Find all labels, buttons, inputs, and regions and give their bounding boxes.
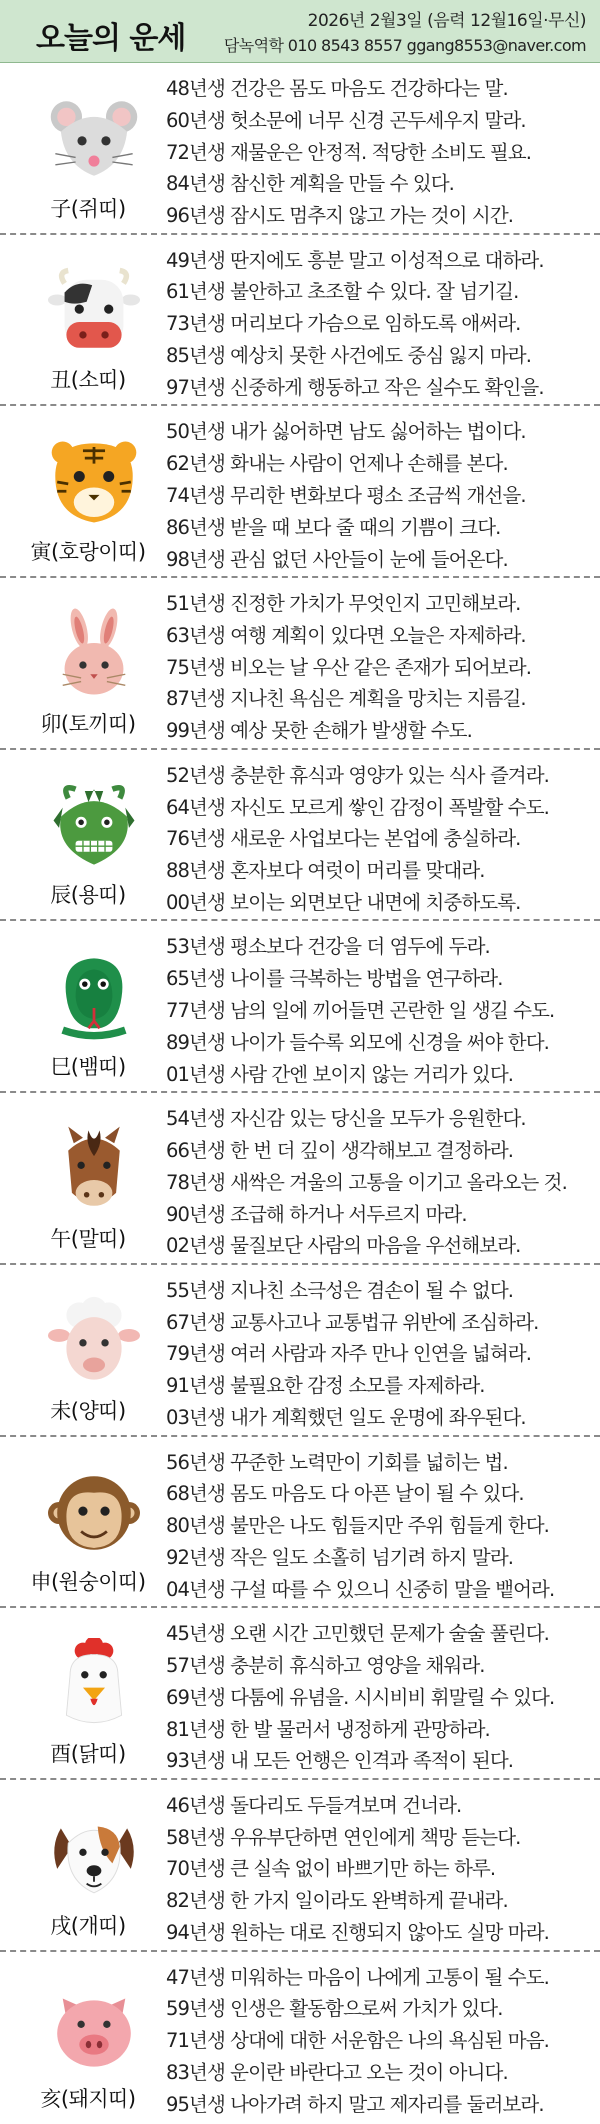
fortune-line: 59년생 인생은 활동함으로써 가치가 있다. bbox=[166, 1997, 503, 2021]
fortune-line: 86년생 받을 때 보다 줄 때의 기쁨이 크다. bbox=[166, 515, 501, 539]
fortune-line: 67년생 교통사고나 교통법규 위반에 조심하라. bbox=[166, 1310, 539, 1334]
fortune-line: 66년생 한 번 더 깊이 생각해보고 결정하라. bbox=[166, 1138, 514, 1162]
fortune-line: 76년생 새로운 사업보다는 본업에 충실하라. bbox=[166, 827, 521, 851]
fortune-line: 82년생 한 가지 일이라도 완벽하게 끝내라. bbox=[166, 1889, 508, 1913]
fortune-lines bbox=[166, 1618, 594, 1777]
fortune-line: 55년생 지나친 소극성은 겸손이 될 수 없다. bbox=[166, 1278, 514, 1302]
fortune-line: 60년생 헛소문에 너무 신경 곤두세우지 말라. bbox=[166, 108, 526, 132]
fortune-line: 65년생 나이를 극복하는 방법을 연구하라. bbox=[166, 967, 503, 991]
fortune-line: 71년생 상대에 대한 서운함은 나의 욕심된 마음. bbox=[166, 2029, 549, 2053]
fortune-line: 02년생 물질보단 사람의 마음을 우선해보라. bbox=[166, 1234, 521, 1258]
date-label: 2026년 2월3일 (음력 12월16일·무신) bbox=[307, 11, 586, 31]
fortune-line: 03년생 내가 계획했던 일도 운명에 좌우된다. bbox=[166, 1406, 526, 1429]
fortune-line: 85년생 예상치 못한 사건에도 중심 잃지 마라. bbox=[166, 344, 532, 368]
fortune-line: 50년생 내가 싫어하면 남도 싫어하는 법이다. bbox=[166, 420, 526, 444]
zodiac-tiger bbox=[0, 406, 600, 578]
fortune-line: 64년생 자신도 모르게 쌓인 감정이 폭발할 수도. bbox=[166, 795, 549, 819]
fortune-line: 78년생 새싹은 겨울의 고통을 이기고 올라오는 것. bbox=[166, 1170, 567, 1194]
zodiac-list bbox=[0, 63, 600, 2123]
zodiac-name: 申(원숭이띠) bbox=[30, 1570, 146, 1595]
fortune-line: 96년생 잠시도 멈추지 않고 가는 것이 시간. bbox=[166, 204, 514, 228]
fortune-line: 74년생 무리한 변화보다 평소 조금씩 개선을. bbox=[166, 483, 526, 507]
zodiac-name: 寅(호랑이띠) bbox=[30, 540, 146, 565]
fortune-line: 57년생 충분히 휴식하고 영양을 채워라. bbox=[166, 1653, 485, 1677]
zodiac-name: 酉(닭띠) bbox=[50, 1741, 126, 1766]
zodiac-name: 子(쥐띠) bbox=[50, 196, 126, 221]
zodiac-name: 亥(돼지띠) bbox=[40, 2087, 136, 2112]
zodiac-monkey bbox=[0, 1437, 600, 1609]
fortune-line: 63년생 여행 계획이 있다면 오늘은 자제하라. bbox=[166, 623, 526, 647]
fortune-line: 73년생 머리보다 가슴으로 임하도록 애써라. bbox=[166, 312, 521, 336]
fortune-line: 93년생 내 모든 언행은 인격과 족적이 된다. bbox=[166, 1749, 514, 1773]
fortune-line: 90년생 조급해 하거나 서두르지 마라. bbox=[166, 1202, 467, 1226]
fortune-lines bbox=[166, 73, 594, 232]
zodiac-cow bbox=[0, 235, 600, 407]
fortune-line: 49년생 딴지에도 흥분 말고 이성적으로 대하라. bbox=[166, 248, 544, 272]
fortune-line: 58년생 우유부단하면 연인에게 책망 듣는다. bbox=[166, 1825, 521, 1849]
fortune-line: 87년생 지나친 욕심은 계획을 망치는 지름길. bbox=[166, 687, 526, 711]
fortune-line: 69년생 다툼에 유념을. 시시비비 휘말릴 수 있다. bbox=[166, 1685, 555, 1709]
zodiac-horse bbox=[0, 1093, 600, 1265]
fortune-line: 00년생 보이는 외면보단 내면에 치중하도록. bbox=[166, 890, 521, 914]
fortune-lines bbox=[166, 416, 594, 575]
fortune-line: 79년생 여러 사람과 자주 만나 인연을 넓혀라. bbox=[166, 1342, 532, 1366]
zodiac-name: 未(양띠) bbox=[50, 1398, 126, 1423]
rabbit-icon bbox=[48, 608, 140, 700]
dragon-icon bbox=[48, 780, 140, 872]
fortune-line: 54년생 자신감 있는 당신을 모두가 응원한다. bbox=[166, 1107, 526, 1131]
fortune-line: 89년생 나이가 들수록 외모에 신경을 써야 한다. bbox=[166, 1030, 549, 1054]
horse-icon bbox=[48, 1123, 140, 1215]
fortune-lines bbox=[166, 760, 594, 919]
fortune-line: 61년생 불안하고 초조할 수 있다. 잘 넘기길. bbox=[166, 280, 519, 304]
zodiac-pig bbox=[0, 1952, 600, 2124]
page-title: 오늘의 운세 bbox=[36, 21, 186, 56]
zodiac-rabbit bbox=[0, 578, 600, 750]
pig-icon bbox=[48, 1982, 140, 2074]
fortune-line: 56년생 꾸준한 노력만이 기회를 넓히는 법. bbox=[166, 1450, 508, 1474]
rooster-icon bbox=[48, 1638, 140, 1730]
cow-icon bbox=[48, 265, 140, 357]
fortune-line: 97년생 신중하게 행동하고 작은 실수도 확인을. bbox=[166, 375, 544, 399]
fortune-line: 62년생 화내는 사람이 언제나 손해를 본다. bbox=[166, 452, 508, 476]
fortune-line: 84년생 참신한 계획을 만들 수 있다. bbox=[166, 172, 454, 196]
sheep-icon bbox=[48, 1295, 140, 1387]
fortune-line: 95년생 나아가려 하지 말고 제자리를 둘러보라. bbox=[166, 2092, 544, 2116]
rat-icon bbox=[48, 93, 140, 185]
zodiac-sheep bbox=[0, 1265, 600, 1437]
zodiac-rat bbox=[0, 63, 600, 235]
fortune-line: 81년생 한 발 물러서 냉정하게 관망하라. bbox=[166, 1717, 490, 1741]
fortune-line: 48년생 건강은 몸도 마음도 건강하다는 말. bbox=[166, 77, 508, 100]
zodiac-rooster bbox=[0, 1608, 600, 1780]
zodiac-name: 辰(용띠) bbox=[50, 883, 126, 908]
fortune-line: 99년생 예상 못한 손해가 발생할 수도. bbox=[166, 719, 472, 743]
fortune-line: 51년생 진정한 가치가 무엇인지 고민해보라. bbox=[166, 592, 521, 616]
fortune-line: 83년생 운이란 바란다고 오는 것이 아니다. bbox=[166, 2060, 508, 2084]
fortune-line: 92년생 작은 일도 소홀히 넘기려 하지 말라. bbox=[166, 1545, 514, 1569]
zodiac-name: 卯(토끼띠) bbox=[40, 711, 136, 736]
fortune-lines bbox=[166, 245, 594, 404]
fortune-lines bbox=[166, 1790, 594, 1949]
fortune-lines bbox=[166, 1962, 594, 2121]
fortune-line: 46년생 돌다리도 두들겨보며 건너라. bbox=[166, 1793, 462, 1817]
zodiac-snake bbox=[0, 921, 600, 1093]
fortune-lines bbox=[166, 1103, 594, 1262]
fortune-line: 88년생 혼자보다 여럿이 머리를 맞대라. bbox=[166, 859, 485, 883]
fortune-line: 91년생 불필요한 감정 소모를 자제하라. bbox=[166, 1374, 485, 1398]
fortune-line: 68년생 몸도 마음도 다 아픈 날이 될 수 있다. bbox=[166, 1482, 524, 1506]
fortune-line: 70년생 큰 실속 없이 바쁘기만 하는 하루. bbox=[166, 1857, 496, 1881]
fortune-line: 77년생 남의 일에 끼어들면 곤란한 일 생길 수도. bbox=[166, 999, 555, 1023]
fortune-line: 53년생 평소보다 건강을 더 염두에 두라. bbox=[166, 935, 490, 959]
fortune-lines bbox=[166, 1447, 594, 1606]
fortune-line: 47년생 미워하는 마음이 나에게 고통이 될 수도. bbox=[166, 1965, 549, 1989]
monkey-icon bbox=[48, 1467, 140, 1559]
fortune-line: 01년생 사람 간엔 보이지 않는 거리가 있다. bbox=[166, 1062, 514, 1086]
header bbox=[0, 0, 600, 63]
zodiac-dog bbox=[0, 1780, 600, 1952]
zodiac-name: 戌(개띠) bbox=[50, 1913, 126, 1938]
fortune-line: 80년생 불만은 나도 힘들지만 주위 힘들게 한다. bbox=[166, 1514, 549, 1538]
fortune-lines bbox=[166, 931, 594, 1090]
snake-icon bbox=[48, 951, 140, 1043]
fortune-line: 75년생 비오는 날 우산 같은 존재가 되어보라. bbox=[166, 655, 532, 679]
fortune-line: 94년생 원하는 대로 진행되지 않아도 실망 마라. bbox=[166, 1921, 549, 1945]
dog-icon bbox=[48, 1810, 140, 1902]
fortune-lines bbox=[166, 588, 594, 747]
fortune-line: 04년생 구설 따를 수 있으니 신중히 말을 뱉어라. bbox=[166, 1577, 555, 1601]
fortune-line: 72년생 재물운은 안정적. 적당한 소비도 필요. bbox=[166, 140, 532, 164]
zodiac-name: 巳(뱀띠) bbox=[50, 1055, 126, 1080]
fortune-line: 45년생 오랜 시간 고민했던 문제가 술술 풀린다. bbox=[166, 1622, 549, 1646]
tiger-icon bbox=[48, 436, 140, 528]
fortune-line: 98년생 관심 없던 사안들이 눈에 들어온다. bbox=[166, 547, 508, 571]
fortune-line: 52년생 충분한 휴식과 영양가 있는 식사 즐겨라. bbox=[166, 763, 549, 787]
fortune-lines bbox=[166, 1275, 594, 1434]
zodiac-dragon bbox=[0, 750, 600, 922]
zodiac-name: 午(말띠) bbox=[50, 1226, 126, 1251]
contact-label: 담녹역학 010 8543 8557 ggang8553@naver.com bbox=[223, 36, 586, 55]
zodiac-name: 丑(소띠) bbox=[50, 368, 126, 393]
